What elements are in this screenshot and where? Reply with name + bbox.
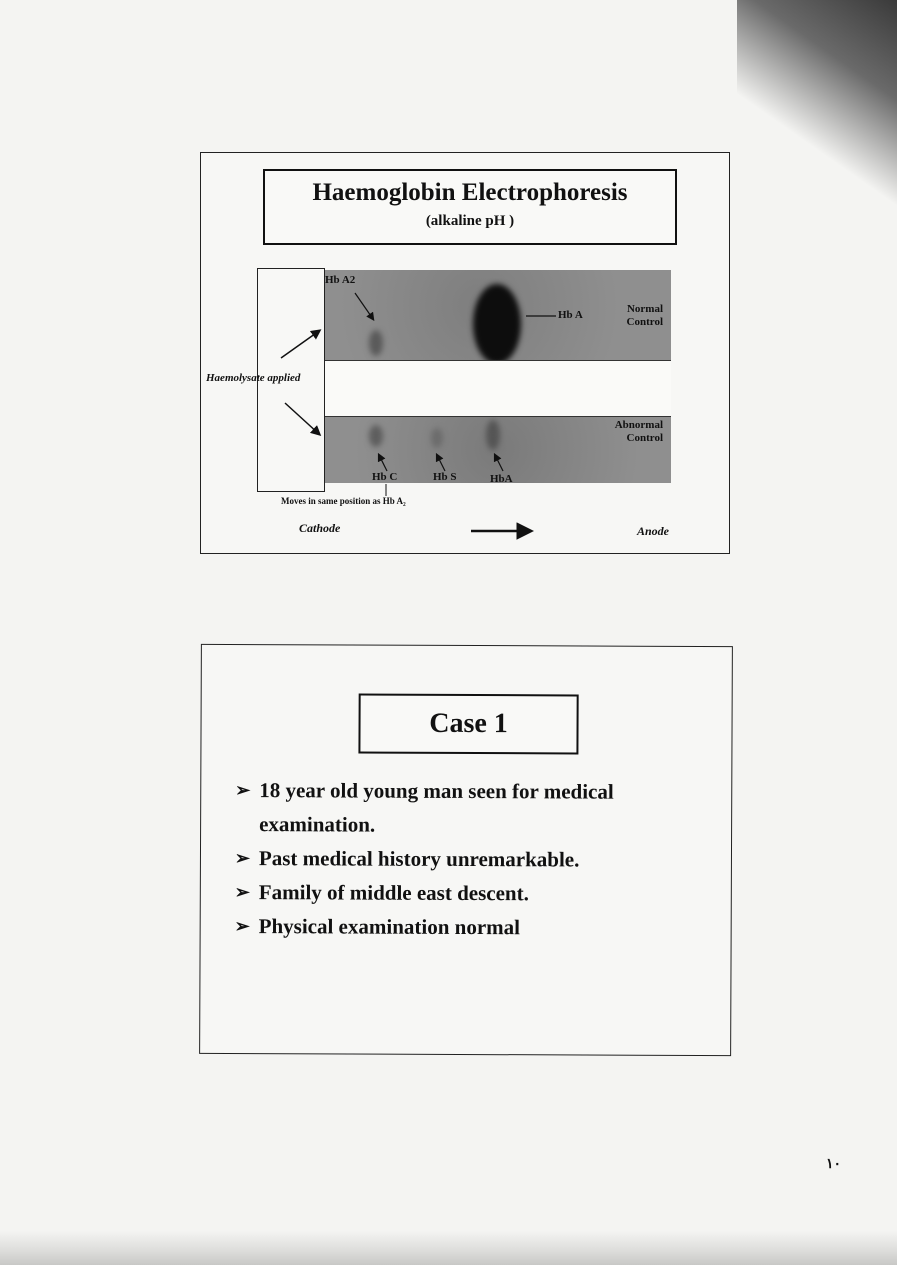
bullet-text: Family of middle east descent. bbox=[258, 880, 529, 906]
slide1-subtitle: (alkaline pH ) bbox=[425, 213, 515, 229]
bullet-text: 18 year old young man seen for medical examination. bbox=[259, 778, 614, 837]
slide-electrophoresis bbox=[200, 152, 730, 554]
list-item bbox=[235, 875, 705, 911]
case-bullet-list bbox=[235, 773, 706, 945]
arrow-bullet-icon: ➢ bbox=[234, 881, 250, 903]
list-item bbox=[235, 841, 705, 877]
page-bottom-edge bbox=[0, 1231, 897, 1265]
label-normal-control: Normal Control bbox=[626, 303, 663, 328]
bullet-text: Physical examination normal bbox=[258, 914, 521, 940]
label-hb-a: Hb A bbox=[558, 309, 583, 321]
bullet-text: Past medical history unremarkable. bbox=[258, 846, 580, 872]
slide-case-1 bbox=[199, 644, 733, 1056]
applied-arrow-down bbox=[285, 403, 319, 434]
page-corner-shadow bbox=[737, 0, 897, 220]
label-hb-s: Hb S bbox=[433, 471, 457, 483]
arrow-bullet-icon: ➢ bbox=[235, 779, 251, 801]
label-haemolysate-applied: Haemolysate applied bbox=[206, 372, 301, 384]
label-moves-note: Moves in same position as Hb A₂ bbox=[281, 496, 406, 506]
hba-bottom-pointer bbox=[495, 455, 503, 471]
list-item bbox=[235, 773, 705, 843]
label-hb-c: Hb C bbox=[372, 471, 398, 483]
arrow-bullet-icon: ➢ bbox=[234, 847, 251, 869]
hba2-pointer bbox=[355, 293, 373, 319]
label-hba-bottom: HbA bbox=[490, 473, 513, 485]
hbc-pointer bbox=[379, 455, 387, 471]
arrow-bullet-icon: ➢ bbox=[234, 915, 250, 937]
label-hb-a2: Hb A2 bbox=[325, 274, 356, 286]
page-number: ١٠ bbox=[826, 1157, 842, 1172]
label-cathode: Cathode bbox=[299, 521, 341, 535]
hbs-pointer bbox=[437, 455, 445, 471]
slide1-title: Haemoglobin Electrophoresis bbox=[312, 179, 628, 206]
gel-annotation-arrows bbox=[201, 153, 729, 553]
slide2-title: Case 1 bbox=[358, 694, 578, 755]
label-anode: Anode bbox=[637, 524, 670, 538]
list-item bbox=[235, 909, 705, 945]
label-abnormal-control: Abnormal Control bbox=[614, 419, 663, 444]
applied-arrow-up bbox=[281, 331, 319, 358]
